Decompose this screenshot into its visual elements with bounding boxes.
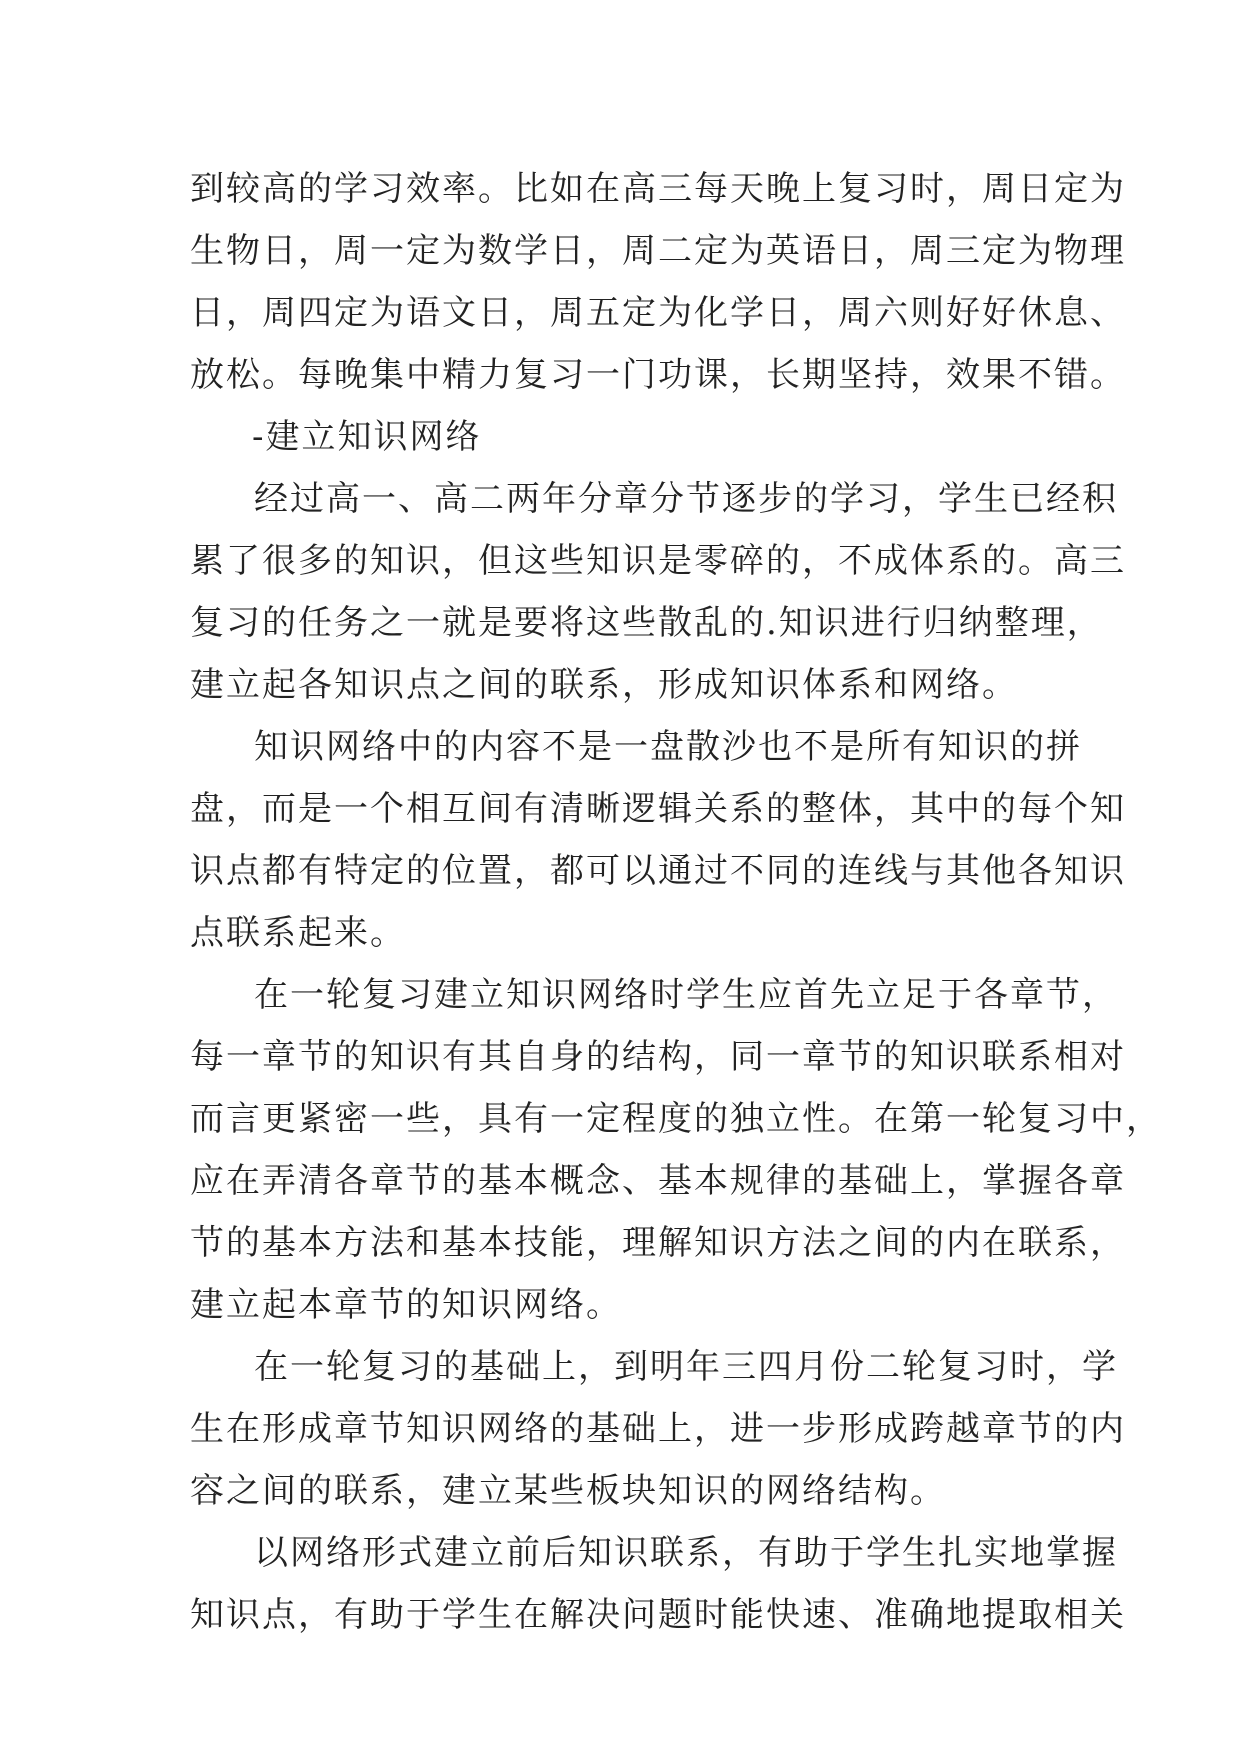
text-line: 建立起本章节的知识网络。 <box>190 1285 622 1325</box>
text-line: 到较高的学习效率。比如在高三每天晚上复习时，周日定为 <box>190 169 1126 209</box>
text-line: 节的基本方法和基本技能，理解知识方法之间的内在联系， <box>190 1223 1126 1263</box>
text-line: 盘，而是一个相互间有清晰逻辑关系的整体，其中的每个知 <box>190 789 1126 829</box>
text-line: 建立起各知识点之间的联系，形成知识体系和网络。 <box>190 665 1018 705</box>
text-line: 生在形成章节知识网络的基础上，进一步形成跨越章节的内 <box>190 1409 1126 1449</box>
text-line: 放松。每晚集中精力复习一门功课，长期坚持，效果不错。 <box>190 355 1126 395</box>
text-line: 每一章节的知识有其自身的结构，同一章节的知识联系相对 <box>190 1037 1126 1077</box>
text-line: 累了很多的知识，但这些知识是零碎的，不成体系的。高三 <box>190 541 1126 581</box>
text-line: 识点都有特定的位置，都可以通过不同的连线与其他各知识 <box>190 851 1126 891</box>
text-line: 知识网络中的内容不是一盘散沙也不是所有知识的拼 <box>254 727 1082 767</box>
text-line: 经过高一、高二两年分章分节逐步的学习，学生已经积 <box>254 479 1118 519</box>
text-line: 复习的任务之一就是要将这些散乱的.知识进行归纳整理， <box>190 603 1103 643</box>
text-line: 容之间的联系，建立某些板块知识的网络结构。 <box>190 1471 946 1511</box>
document-body <box>190 158 1162 1646</box>
text-line: 在一轮复习的基础上，到明年三四月份二轮复习时，学 <box>254 1347 1118 1387</box>
text-line: 在一轮复习建立知识网络时学生应首先立足于各章节， <box>254 975 1118 1015</box>
section-heading: -建立知识网络 <box>252 417 482 457</box>
text-line: 点联系起来。 <box>190 913 406 953</box>
text-line: 日，周四定为语文日，周五定为化学日，周六则好好休息、 <box>190 293 1126 333</box>
text-line: 知识点，有助于学生在解决问题时能快速、准确地提取相关 <box>190 1595 1126 1635</box>
text-line: 生物日，周一定为数学日，周二定为英语日，周三定为物理 <box>190 231 1126 271</box>
text-line: 以网络形式建立前后知识联系，有助于学生扎实地掌握 <box>254 1533 1118 1573</box>
text-line: 而言更紧密一些，具有一定程度的独立性。在第一轮复习中， <box>190 1099 1162 1139</box>
text-line: 应在弄清各章节的基本概念、基本规律的基础上，掌握各章 <box>190 1161 1126 1201</box>
